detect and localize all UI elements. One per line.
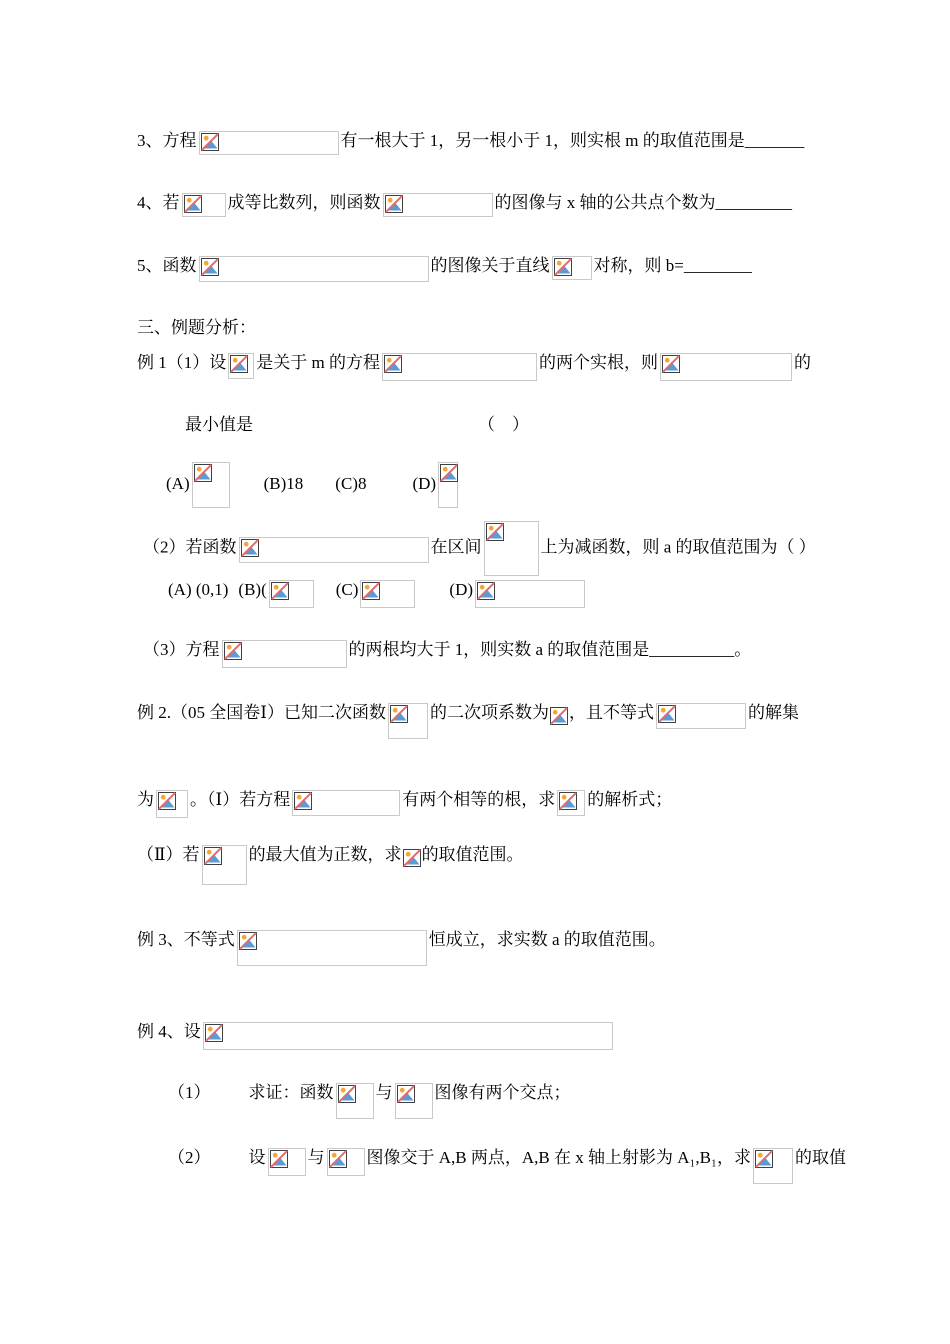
formula-placeholder[interactable] bbox=[660, 353, 792, 381]
example-2-text-post: 的解集 bbox=[747, 703, 799, 722]
formula-placeholder[interactable] bbox=[203, 1022, 613, 1050]
formula-placeholder[interactable] bbox=[656, 703, 746, 729]
example-1-min-text: 最小值是 bbox=[185, 415, 253, 434]
formula-placeholder[interactable] bbox=[403, 849, 421, 867]
broken-image-icon bbox=[755, 1150, 773, 1168]
formula-placeholder[interactable] bbox=[199, 131, 339, 155]
formula-placeholder[interactable] bbox=[269, 580, 314, 608]
formula-placeholder[interactable] bbox=[382, 353, 537, 381]
formula-placeholder[interactable] bbox=[484, 521, 539, 576]
question-3-text-post: 有一根大于 1，另一根小于 1，则实根 m 的取值范围是_______ bbox=[340, 131, 805, 150]
example-4-sub1-pre: 求证：函数 bbox=[248, 1083, 334, 1102]
question-3-text-pre: 3、方程 bbox=[137, 131, 197, 150]
example-4-sub1-post: 图像有两个交点； bbox=[434, 1083, 571, 1102]
broken-image-icon bbox=[385, 195, 403, 213]
broken-image-icon bbox=[158, 792, 176, 810]
question-5-text-pre: 5、函数 bbox=[137, 256, 197, 275]
example-2-text-mid1: 的二次项系数为 bbox=[429, 703, 549, 722]
example-4-line-1 bbox=[137, 1020, 615, 1050]
example-2-l3-pre: （Ⅱ）若 bbox=[137, 845, 200, 864]
example-3-pre: 例 3、不等式 bbox=[137, 930, 235, 949]
question-5-text-mid: 的图像关于直线 bbox=[430, 256, 550, 275]
broken-image-icon bbox=[477, 582, 495, 600]
example-2-l2-mid1: 。（Ⅰ）若方程 bbox=[190, 790, 291, 809]
broken-image-icon bbox=[230, 355, 248, 373]
formula-placeholder[interactable] bbox=[237, 930, 427, 966]
formula-placeholder[interactable] bbox=[192, 462, 230, 508]
example-1-q2-pre: （2）若函数 bbox=[143, 537, 237, 557]
example-3-post: 恒成立，求实数 a 的取值范围。 bbox=[428, 930, 666, 949]
example-1-q3-pre: （3）方程 bbox=[143, 640, 220, 659]
formula-placeholder[interactable] bbox=[383, 193, 493, 217]
example-1-text-mid1: 是关于 m 的方程 bbox=[256, 353, 380, 372]
broken-image-icon bbox=[362, 582, 380, 600]
broken-image-icon bbox=[384, 355, 402, 373]
broken-image-icon bbox=[205, 1024, 223, 1042]
broken-image-icon bbox=[440, 464, 458, 482]
broken-image-icon bbox=[201, 133, 219, 151]
example-4-sub2-pre: 设 bbox=[248, 1148, 266, 1167]
example-4-sub1-line bbox=[168, 1081, 571, 1119]
option-c-label: (C)8 bbox=[335, 473, 367, 493]
example-4-sub2-line bbox=[168, 1146, 846, 1184]
broken-image-icon bbox=[554, 258, 572, 276]
question-5-line bbox=[137, 254, 752, 282]
option-b-label: (B)18 bbox=[263, 473, 304, 493]
broken-image-icon bbox=[403, 849, 421, 867]
example-1-line-1 bbox=[137, 351, 811, 381]
broken-image-icon bbox=[294, 792, 312, 810]
example-1-q2-options-line bbox=[168, 578, 587, 608]
example-2-l3-mid: 的最大值为正数，求 bbox=[248, 845, 402, 864]
example-1-q2-post: 上为减函数，则 a 的取值范围为（ ） bbox=[540, 537, 816, 557]
example-4-sub2-mid: 与 bbox=[307, 1148, 325, 1167]
broken-image-icon bbox=[390, 705, 408, 723]
option2-c-label: (C) bbox=[335, 580, 359, 599]
section-heading-text: 三、例题分析： bbox=[137, 318, 256, 337]
formula-placeholder[interactable] bbox=[222, 640, 347, 668]
question-4-text-pre: 4、若 bbox=[137, 193, 180, 212]
formula-placeholder[interactable] bbox=[156, 790, 188, 818]
formula-placeholder[interactable] bbox=[475, 580, 585, 608]
formula-placeholder[interactable] bbox=[292, 790, 400, 816]
example-2-line-2 bbox=[137, 788, 672, 818]
formula-placeholder[interactable] bbox=[228, 353, 254, 379]
broken-image-icon bbox=[329, 1150, 347, 1168]
formula-placeholder[interactable] bbox=[550, 707, 568, 725]
broken-image-icon bbox=[338, 1085, 356, 1103]
section-heading bbox=[137, 316, 256, 340]
option2-b-label: (B)( bbox=[238, 580, 267, 599]
broken-image-icon bbox=[397, 1085, 415, 1103]
broken-image-icon bbox=[224, 642, 242, 660]
example-2-text-mid2: ，且不等式 bbox=[568, 703, 654, 722]
broken-image-icon bbox=[662, 355, 680, 373]
example-1-options-line bbox=[166, 462, 460, 508]
broken-image-icon bbox=[658, 705, 676, 723]
example-4-sub2-end: 的取值 bbox=[794, 1148, 846, 1167]
formula-placeholder[interactable] bbox=[199, 256, 429, 282]
example-4-sub1-mid: 与 bbox=[375, 1083, 393, 1102]
example-1-text-post: 的 bbox=[793, 353, 811, 372]
broken-image-icon bbox=[486, 523, 504, 541]
example-1-line-2 bbox=[185, 413, 529, 437]
formula-placeholder[interactable] bbox=[388, 703, 428, 739]
formula-placeholder[interactable] bbox=[552, 256, 592, 280]
question-5-text-post: 对称，则 b=________ bbox=[593, 256, 752, 275]
example-2-l2-pre: 为 bbox=[137, 790, 154, 809]
broken-image-icon bbox=[550, 707, 568, 725]
example-1-text-mid2: 的两个实根，则 bbox=[538, 353, 658, 372]
example-2-l2-mid2: 有两个相等的根，求 bbox=[402, 790, 556, 809]
broken-image-icon bbox=[204, 847, 222, 865]
example-4-sub2-post: 图像交于 A,B 两点，A,B 在 x 轴上射影为 A₁,B₁，求 bbox=[366, 1148, 751, 1167]
example-2-l3-post: 的取值范围。 bbox=[421, 845, 524, 864]
formula-placeholder[interactable] bbox=[438, 462, 458, 508]
question-4-text-mid: 成等比数列，则函数 bbox=[227, 193, 381, 212]
example-1-text-pre: 例 1（1）设 bbox=[137, 353, 227, 372]
broken-image-icon bbox=[184, 195, 202, 213]
option2-a-label: (A) (0,1) bbox=[168, 580, 229, 599]
question-4-text-post: 的图像与 x 轴的公共点个数为_________ bbox=[494, 193, 792, 212]
formula-placeholder[interactable] bbox=[327, 1148, 365, 1176]
example-2-line-3 bbox=[137, 843, 524, 885]
broken-image-icon bbox=[194, 464, 212, 482]
formula-placeholder[interactable] bbox=[268, 1148, 306, 1176]
option-d-label: (D) bbox=[412, 473, 437, 493]
option-a-label: (A) bbox=[166, 473, 190, 493]
example-2-l2-post: 的解析式； bbox=[587, 790, 673, 809]
broken-image-icon bbox=[271, 582, 289, 600]
broken-image-icon bbox=[239, 932, 257, 950]
example-1-q3-line bbox=[143, 638, 751, 668]
option2-d-label: (D) bbox=[449, 580, 474, 599]
broken-image-icon bbox=[241, 539, 259, 557]
example-1-q2-mid: 在区间 bbox=[430, 537, 482, 557]
example-3-line bbox=[137, 928, 666, 966]
formula-placeholder[interactable] bbox=[239, 537, 429, 563]
example-1-answer-paren: （ ） bbox=[478, 415, 529, 434]
formula-placeholder[interactable] bbox=[202, 845, 247, 885]
formula-placeholder[interactable] bbox=[557, 790, 585, 816]
broken-image-icon bbox=[559, 792, 577, 810]
question-3-line bbox=[137, 129, 804, 155]
broken-image-icon bbox=[270, 1150, 288, 1168]
question-4-line bbox=[137, 191, 792, 217]
example-1-q2-line bbox=[143, 521, 816, 576]
broken-image-icon bbox=[201, 258, 219, 276]
example-4-sub2-num: （2） bbox=[168, 1148, 211, 1167]
example-2-text-pre: 例 2.（05 全国卷Ⅰ）已知二次函数 bbox=[137, 703, 386, 722]
formula-placeholder[interactable] bbox=[360, 580, 415, 608]
formula-placeholder[interactable] bbox=[753, 1148, 793, 1184]
example-4-sub1-num: （1） bbox=[168, 1083, 211, 1102]
example-2-line-1 bbox=[137, 701, 799, 739]
formula-placeholder[interactable] bbox=[182, 193, 226, 217]
formula-placeholder[interactable] bbox=[395, 1083, 433, 1119]
formula-placeholder[interactable] bbox=[336, 1083, 374, 1119]
example-4-pre: 例 4、设 bbox=[137, 1022, 201, 1041]
example-1-q3-post: 的两根均大于 1，则实数 a 的取值范围是__________。 bbox=[348, 640, 752, 659]
